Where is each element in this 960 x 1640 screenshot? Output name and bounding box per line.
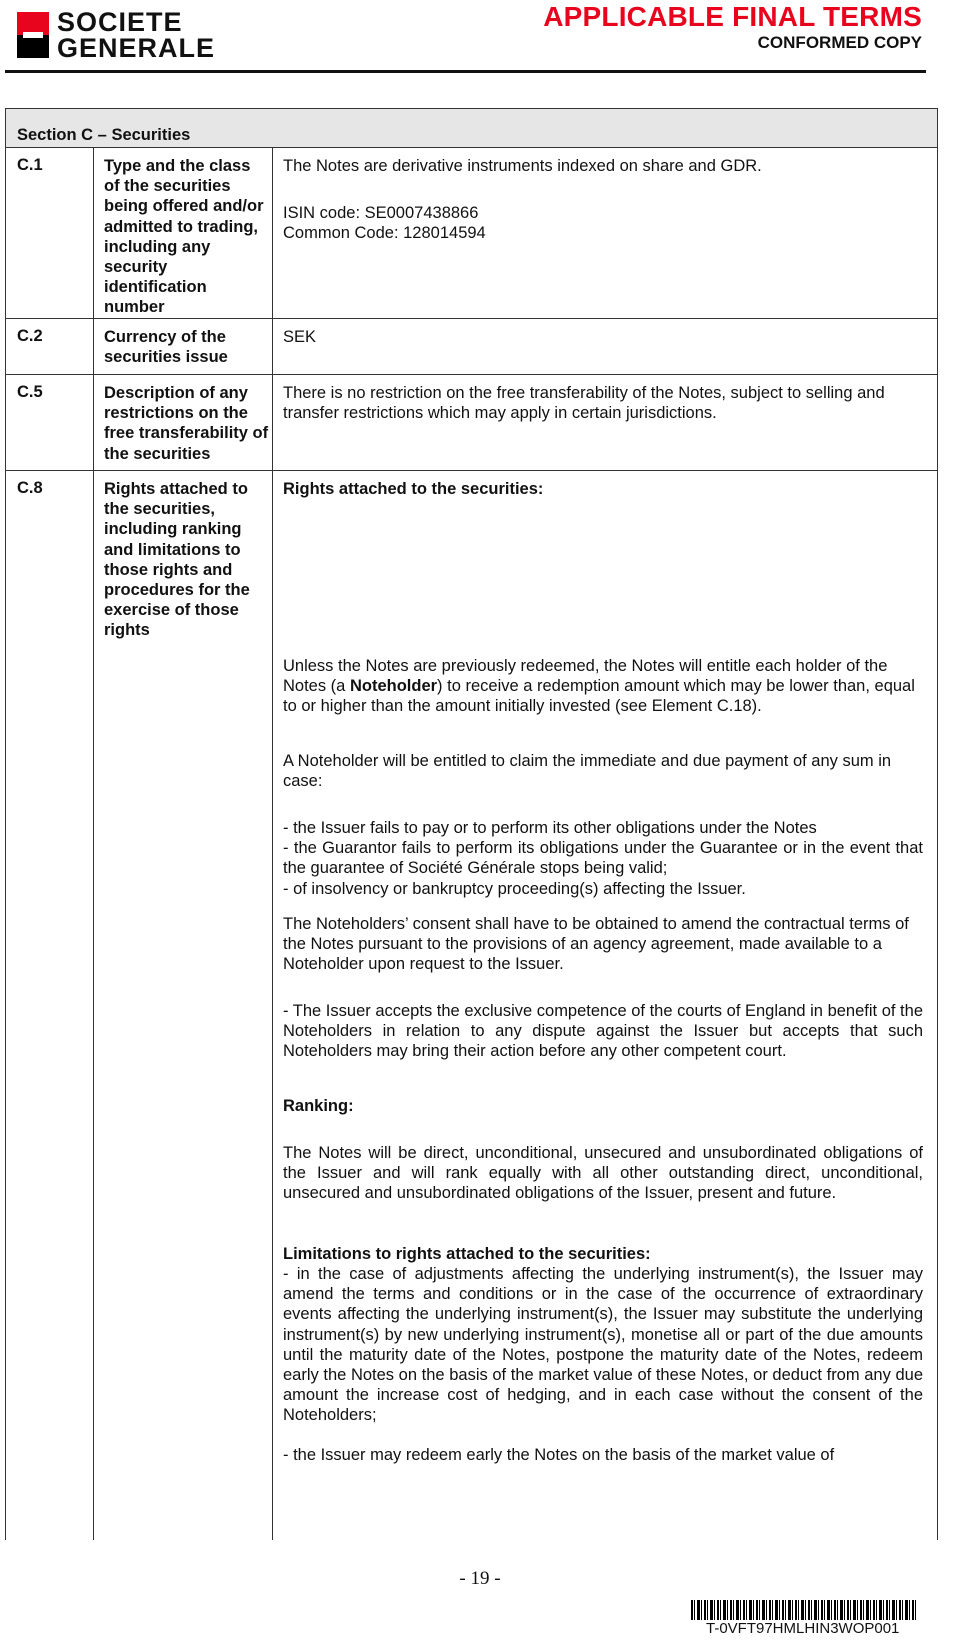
- table-row-c5: [5, 375, 938, 471]
- isin-code: ISIN code: SE0007438866: [283, 204, 479, 222]
- event-item-2: - the Guarantor fails to perform its obligations under the Guarantee or in the event that the guarantee of Société Générale stops being valid;: [283, 839, 923, 878]
- limitations-paragraph: - in the case of adjustments affecting the underlying instrument(s), the Issuer may amend the terms and conditions or in the case of the occurrence of extraordinary events affecting the underlying instrument(s), the Issuer may substitute the underlying instrument(s) by new underlying instrument(s), monetise all or part of the due amounts until the maturity date of the Notes, postpone the maturity date of the Notes, redeem early the Notes on the basis of the market value of these Notes, or deduct from any due amount the increase cost of hedging, and in each case without the consent of the Noteholders;: [283, 1265, 923, 1425]
- element-text: The Notes are derivative instruments indexed on share and GDR.: [283, 157, 762, 175]
- noteholder-term: Noteholder: [349, 677, 438, 696]
- ranking-paragraph: The Notes will be direct, unconditional, unsecured and unsubordinated obligations of the Issuer and will rank equally with all other outstanding direct, unconditional, unsecured and unsubordinated obligations of the Issuer, present and future.: [283, 1144, 923, 1203]
- jurisdiction-paragraph: - The Issuer accepts the exclusive competence of the courts of England in benefit of the Noteholders in relation to any dispute against the Issuer but accepts that such Noteholders may bring their action before any other competent court.: [283, 1002, 923, 1061]
- page-header: [0, 0, 960, 74]
- element-title: Currency of the securities issue: [104, 328, 228, 367]
- logo-line-2: GENERALE: [57, 33, 216, 63]
- page-number: - 19 -: [459, 1568, 501, 1589]
- securities-table: [5, 108, 938, 1540]
- element-title: Description of any restrictions on the free transferability of the securities: [104, 384, 269, 463]
- element-title: Type and the class of the securities being offered and/or admitted to trading, including any security identification number: [104, 157, 264, 317]
- early-redemption-paragraph: - the Issuer may redeem early the Notes on the basis of the market value of: [283, 1446, 835, 1464]
- document-subtitle: CONFORMED COPY: [757, 33, 922, 52]
- common-code: Common Code: 128014594: [283, 224, 486, 242]
- redemption-paragraph: Unless the Notes are previously redeemed, the Notes will entitle each holder of the Notes (a Noteholder) to receive a redemption amount which may be lower than, equal to or higher than the amount initially invested (see Element C.18).: [283, 657, 915, 716]
- document-code: T-0VFT97HMLHIN3WOP001: [706, 1620, 900, 1637]
- consent-paragraph: The Noteholders’ consent shall have to be obtained to amend the contractual terms of the Notes pursuant to the provisions of an agency agreement, made available to a Noteholder upon request to the Issuer.: [283, 915, 909, 974]
- event-item-1: - the Issuer fails to pay or to perform its other obligations under the Notes: [283, 819, 817, 837]
- currency-value: SEK: [283, 328, 317, 346]
- element-code: C.2: [17, 327, 43, 345]
- element-title: Rights attached to the securities, including ranking and limitations to those rights and procedures for the exercise of those rights: [104, 480, 250, 640]
- header-divider: [5, 70, 926, 73]
- element-code: C.8: [17, 479, 43, 497]
- element-code: C.5: [17, 383, 43, 401]
- logo-line-1: SOCIETE: [57, 7, 183, 37]
- logo-wordmark: [57, 9, 215, 61]
- section-title: Section C – Securities: [17, 126, 191, 144]
- element-code: C.1: [17, 156, 43, 174]
- table-row-c1: [5, 148, 938, 319]
- event-item-3: - of insolvency or bankruptcy proceeding(s) affecting the Issuer.: [283, 880, 746, 898]
- limitations-heading: Limitations to rights attached to the securities:: [283, 1245, 651, 1263]
- societe-generale-logo-icon: [17, 12, 49, 58]
- barcode-icon: [691, 1600, 916, 1620]
- claim-paragraph: A Noteholder will be entitled to claim the immediate and due payment of any sum in case:: [283, 752, 892, 791]
- ranking-heading: Ranking:: [283, 1097, 354, 1115]
- table-row-c2: [5, 319, 938, 375]
- table-row-c8: [5, 471, 938, 1540]
- document-title: APPLICABLE FINAL TERMS: [543, 1, 922, 32]
- element-text: There is no restriction on the free transferability of the Notes, subject to selling and transfer restrictions which may apply in certain jurisdictions.: [283, 384, 885, 423]
- section-header: [5, 108, 938, 148]
- rights-heading: Rights attached to the securities:: [283, 480, 544, 498]
